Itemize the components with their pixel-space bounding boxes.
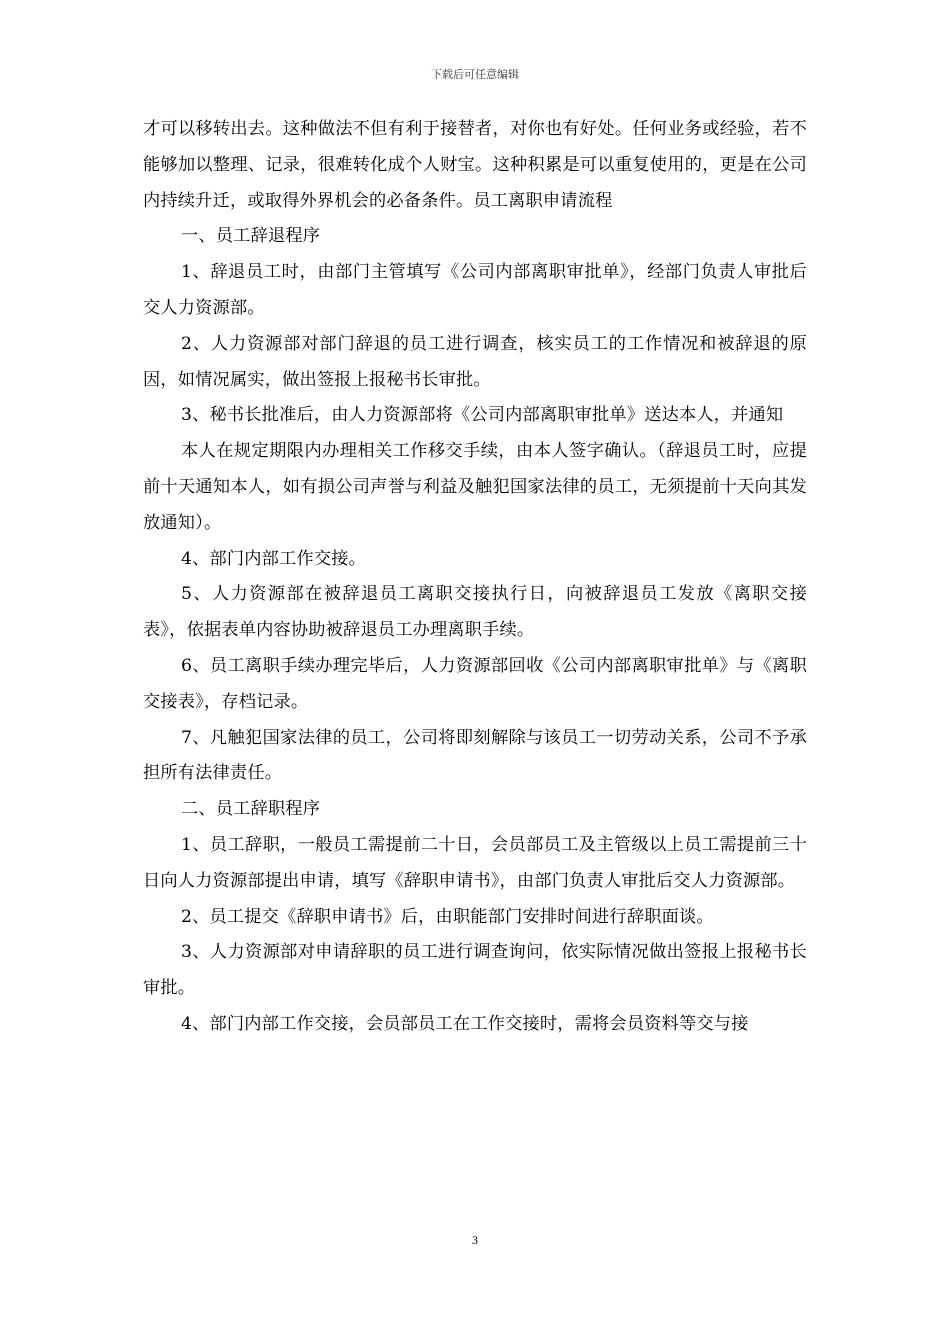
paragraph: 3、人力资源部对申请辞职的员工进行调查询问，依实际情况做出签报上报秘书长审批。 bbox=[143, 942, 807, 999]
paragraph: 6、员工离职手续办理完毕后，人力资源部回收《公司内部离职审批单》与《离职交接表》，存档记录。 bbox=[143, 655, 807, 712]
paragraph: 1、辞退员工时，由部门主管填写《公司内部离职审批单》，经部门负责人审批后交人力资源部。 bbox=[143, 262, 807, 318]
paragraph: 7、凡触犯国家法律的员工，公司将即刻解除与该员工一切劳动关系，公司不予承担所有法律责任。 bbox=[143, 727, 807, 784]
paragraph: 3、秘书长批准后，由人力资源部将《公司内部离职审批单》送达本人，并通知 bbox=[181, 405, 784, 426]
document-body bbox=[143, 112, 807, 1043]
paragraph: 1、员工辞职，一般员工需提前二十日，会员部员工及主管级以上员工需提前三十日向人力资源部提出申请，填写《辞职申请书》，由部门负责人审批后交人力资源部。 bbox=[143, 834, 807, 891]
paragraph: 本人在规定期限内办理相关工作移交手续，由本人签字确认。（辞退员工时，应提前十天通知本人，如有损公司声誉与利益及触犯国家法律的员工，无须提前十天向其发放通知）。 bbox=[143, 441, 807, 533]
section-heading: 一、员工辞退程序 bbox=[181, 226, 321, 247]
paragraph: 4、部门内部工作交接，会员部员工在工作交接时，需将会员资料等交与接 bbox=[181, 1013, 749, 1034]
paragraph: 才可以移转出去。这种做法不但有利于接替者，对你也有好处。任何业务或经验，若不能够加以整理、记录，很难转化成个人财宝。这种积累是可以重复使用的，更是在公司内持续升迁，或取得外界机会的必备条件。员工离职申请流程 bbox=[143, 119, 807, 211]
section-heading: 二、员工辞职程序 bbox=[181, 799, 321, 820]
page-number: 3 bbox=[472, 1233, 478, 1247]
paragraph: 2、员工提交《辞职申请书》后，由职能部门安排时间进行辞职面谈。 bbox=[181, 906, 714, 927]
paragraph: 2、人力资源部对部门辞退的员工进行调查，核实员工的工作情况和被辞退的原因，如情况属实，做出签报上报秘书长审批。 bbox=[143, 333, 807, 390]
page-header: 下载后可任意编辑 bbox=[431, 68, 519, 81]
paragraph: 4、部门内部工作交接。 bbox=[181, 548, 367, 569]
paragraph: 5、人力资源部在被辞退员工离职交接执行日，向被辞退员工发放《离职交接表》，依据表单内容协助被辞退员工办理离职手续。 bbox=[143, 584, 807, 641]
